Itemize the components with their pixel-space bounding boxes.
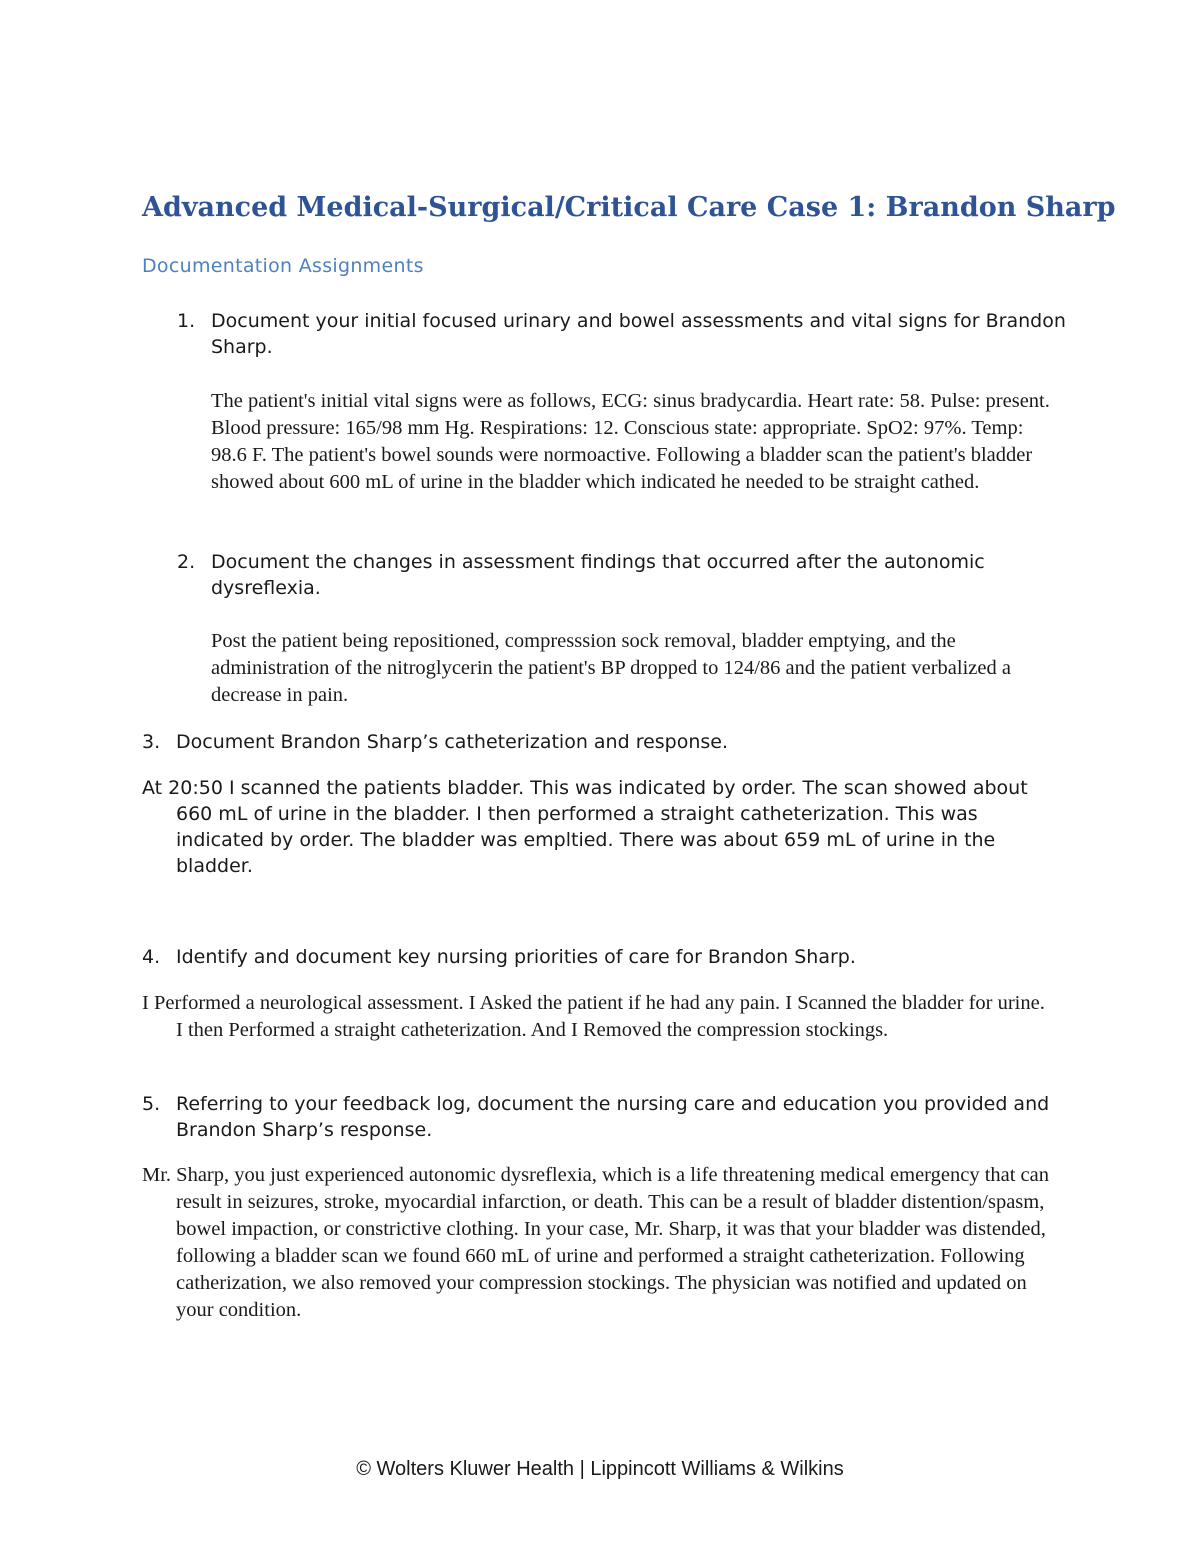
answer-4: I Performed a neurological assessment. I Asked the patient if he had any pain. I Scanned the bladder for urine. I then Performed a straight catheterization. And I Removed the compression stockings.	[142, 992, 1045, 1041]
copyright-footer: © Wolters Kluwer Health | Lippincott Williams & Wilkins	[356, 1458, 844, 1480]
question-text: Document your initial focused urinary and bowel assessments and vital signs for Brandon Sharp.	[211, 310, 1066, 358]
question-text: Referring to your feedback log, document the nursing care and education you provided and Brandon Sharp’s response.	[176, 1093, 1050, 1141]
answer-1: The patient's initial vital signs were as follows, ECG: sinus bradycardia. Heart rate: 58. Pulse: present. Blood pressure: 165/98 mm Hg. Respirations: 12. Conscious state: appropriate. SpO2: 97%. Temp: 98.6 F. The patient's bowel sounds were normoactive. Following a bladder scan the patient's bladder showed about 600 mL of urine in the bladder which indicated he needed to be straight cathed.	[211, 390, 1050, 493]
question-text: Document the changes in assessment findings that occurred after the autonomic dysreflexia.	[211, 551, 985, 599]
question-3	[142, 729, 1091, 755]
question-text: Document Brandon Sharp’s catheterization and response.	[176, 731, 729, 753]
question-number: 2.	[177, 551, 196, 573]
page-title: Advanced Medical-Surgical/Critical Care Case 1: Brandon Sharp	[142, 192, 1116, 223]
answer-5: Mr. Sharp, you just experienced autonomic dysreflexia, which is a life threatening medical emergency that can result in seizures, stroke, myocardial infarction, or death. This can be a result of bladder distention/spasm, bowel impaction, or constrictive clothing. In your case, Mr. Sharp, it was that your bladder was distended, following a bladder scan we found 660 mL of urine and performed a straight catheterization. Following catherization, we also removed your compression stockings. The physician was notified and updated on your condition.	[142, 1164, 1050, 1321]
question-5	[142, 1091, 1091, 1143]
question-text: Identify and document key nursing priorities of care for Brandon Sharp.	[176, 946, 856, 968]
question-number: 3.	[142, 731, 161, 753]
answer-3: At 20:50 I scanned the patients bladder. This was indicated by order. The scan showed about 660 mL of urine in the bladder. I then performed a straight catheterization. This was indicated by order. The bladder was empltied. There was about 659 mL of urine in the bladder.	[142, 777, 1028, 877]
question-4	[142, 944, 1091, 970]
question-1	[177, 308, 1091, 360]
answer-2: Post the patient being repositioned, compresssion sock removal, bladder emptying, and the administration of the nitroglycerin the patient's BP dropped to 124/86 and the patient verbalized a decrease in pain.	[211, 630, 1011, 706]
question-number: 4.	[142, 946, 161, 968]
question-2	[177, 549, 1091, 601]
question-number: 5.	[142, 1093, 161, 1115]
question-number: 1.	[177, 310, 196, 332]
section-subtitle: Documentation Assignments	[142, 255, 424, 277]
